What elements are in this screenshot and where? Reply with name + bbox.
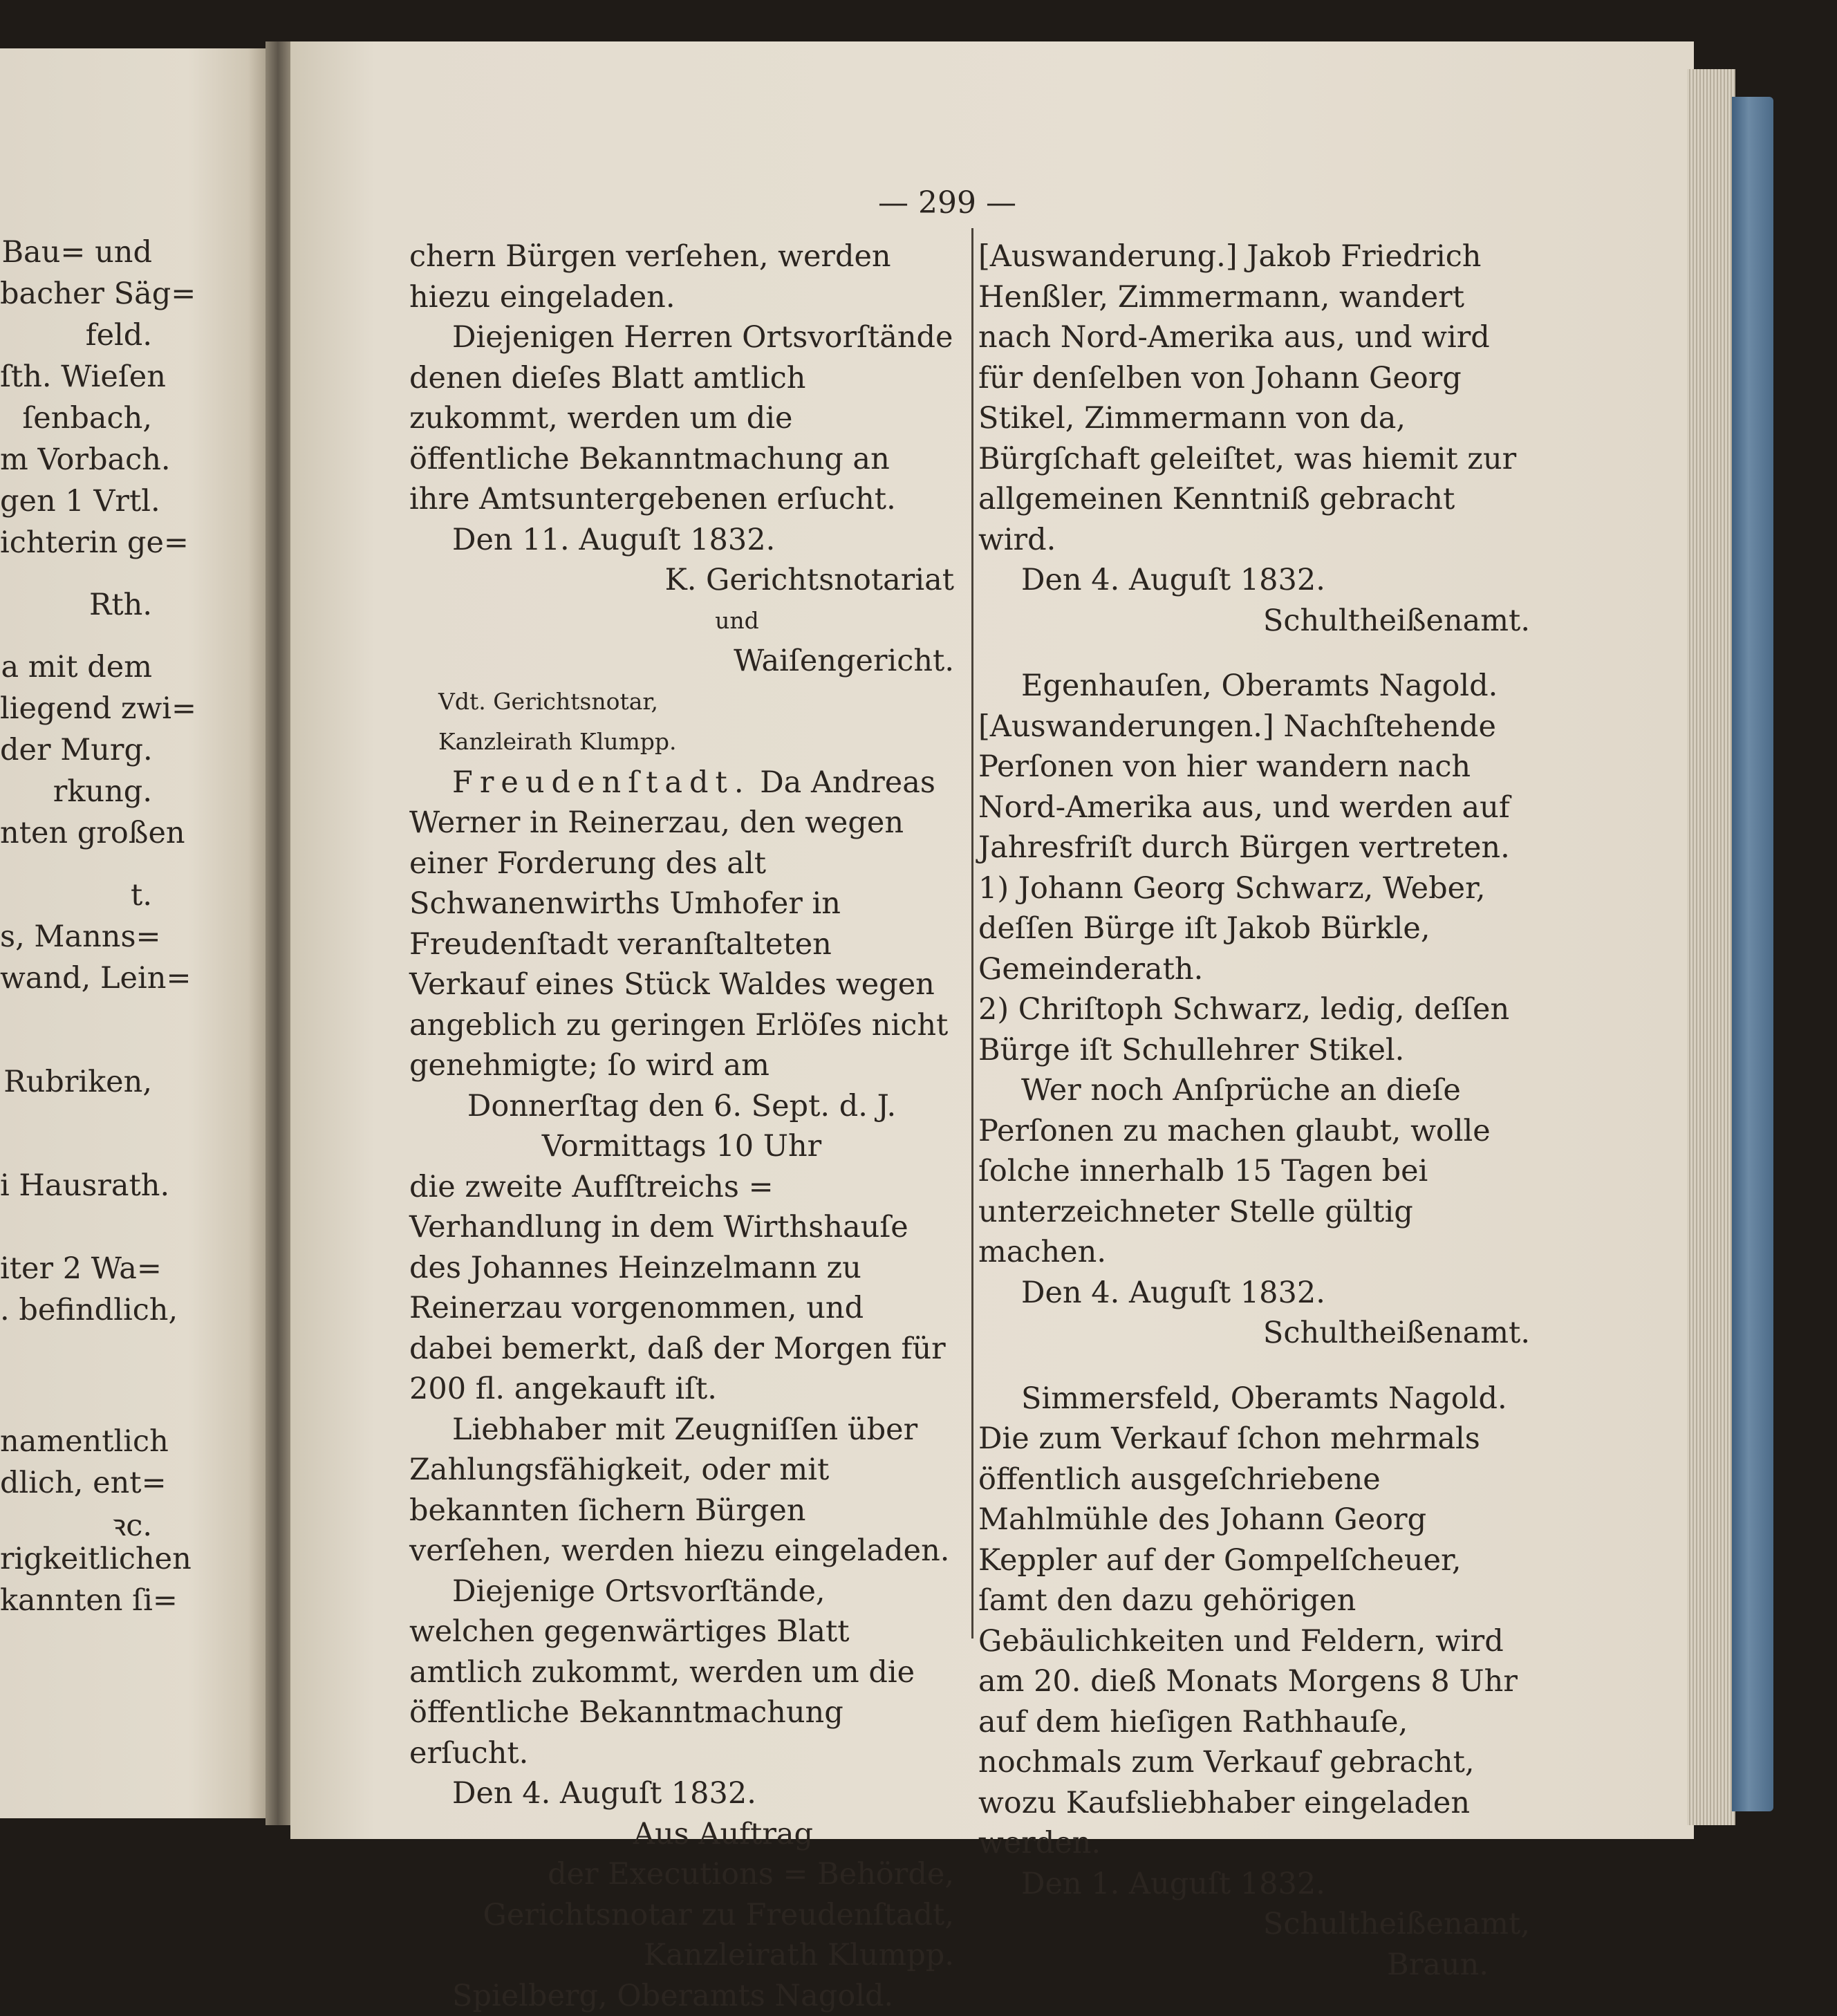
- date-line: Den 4. Auguſt 1832.: [978, 560, 1530, 601]
- left-line: Bau= und: [0, 235, 152, 270]
- left-line: wand, Lein=: [0, 961, 152, 996]
- left-line: i Hausrath.: [0, 1168, 152, 1203]
- left-line: dlich, ent=: [0, 1466, 152, 1500]
- list-item: 2) Chriſtoph Schwarz, ledig, deſſen Bürge iſt Schullehrer Stikel.: [978, 989, 1530, 1070]
- left-line: a mit dem: [0, 650, 152, 684]
- left-line: ichterin ge=: [0, 525, 152, 560]
- date-line: Donnerſtag den 6. Sept. d. J.: [409, 1086, 954, 1127]
- left-line: bacher Säg=: [0, 277, 152, 311]
- left-line: gen 1 Vrtl.: [0, 484, 152, 519]
- left-line: iter 2 Wa=: [0, 1251, 152, 1286]
- left-line: ſenbach,: [0, 401, 152, 436]
- left-line: s, Manns=: [0, 920, 152, 954]
- signature-line: und: [409, 601, 954, 642]
- left-line: . befindlich,: [0, 1293, 152, 1327]
- left-line: ſth. Wieſen: [0, 360, 152, 394]
- signature-line: Waiſengericht.: [409, 641, 954, 682]
- paragraph: Wer noch Anſprüche an dieſe Perſonen zu machen glaubt, wolle ſolche innerhalb 15 Tagen bei unterzeichneter Stelle gültig machen.: [978, 1070, 1530, 1273]
- page-number: — 299 —: [878, 185, 1016, 221]
- paragraph: Die zum Verkauf ſchon mehrmals öffentlich ausgeſchriebene Mahlmühle des Johann Georg Keppler auf der Gompelſcheuer, ſamt den dazu gehörigen Gebäulichkeiten und Feldern, wird am 20. dieß Monats Morgens 8 Uhr auf dem hieſigen Rathhauſe, nochmals zum Verkauf gebracht, wozu Kaufsliebhaber eingeladen werden.: [978, 1419, 1530, 1864]
- signature-line: K. Gerichtsnotariat: [409, 560, 954, 601]
- left-line: rkung.: [0, 774, 152, 809]
- left-line: nten großen: [0, 816, 152, 850]
- book-gutter: [265, 41, 293, 1825]
- left-line: der Murg.: [0, 733, 152, 767]
- signature-line: Gerichtsnotar zu Freudenſtadt,: [409, 1895, 954, 1936]
- left-line: Rubriken,: [0, 1065, 152, 1099]
- right-column: [978, 236, 1530, 1985]
- page-edges: [1687, 69, 1735, 1825]
- left-line: m Vorbach.: [0, 442, 152, 477]
- paragraph-text: Da Andreas Werner in Reinerzau, den wegen einer Forderung des alt Schwanenwirths Umhofer in Freudenſtadt veranſtalteten Verkauf eines Stück Waldes wegen angeblich zu geringen Erlöſes nicht genehmigte; ſo wird am: [409, 765, 948, 1083]
- signature-line: der Executions = Behörde,: [409, 1854, 954, 1895]
- section-heading: Spielberg, Oberamts Nagold.: [409, 1976, 954, 2016]
- vidit-line: Vdt. Gerichtsnotar,: [409, 682, 954, 722]
- left-line: kannten ſi=: [0, 1583, 152, 1618]
- notice-paragraph: [409, 763, 954, 1086]
- list-item: 1) Johann Georg Schwarz, Weber, deſſen Bürge iſt Jakob Bürkle, Gemeinderath.: [978, 868, 1530, 990]
- section-heading: Simmersfeld, Oberamts Nagold.: [978, 1379, 1530, 1419]
- signature-line: Schultheißenamt.: [978, 1313, 1530, 1354]
- vidit-line: Kanzleirath Klumpp.: [409, 722, 954, 763]
- column-rule: [971, 228, 973, 1639]
- place-heading: Freudenſtadt.: [452, 765, 751, 800]
- book-cover: [1732, 97, 1773, 1811]
- left-column: [409, 236, 954, 2016]
- left-line: feld.: [0, 318, 152, 353]
- left-line: t.: [0, 878, 152, 913]
- date-line: Den 1. Auguſt 1832.: [978, 1864, 1530, 1905]
- time-line: Vormittags 10 Uhr: [409, 1126, 954, 1167]
- paragraph: Diejenigen Herren Ortsvorſtände denen dieſes Blatt amtlich zukommt, werden um die öffentliche Bekanntmachung an ihre Amtsuntergebenen erſucht.: [409, 317, 954, 520]
- paragraph: Diejenige Ortsvorſtände, welchen gegenwärtiges Blatt amtlich zukommt, werden um die öffentliche Bekanntmachung erſucht.: [409, 1571, 954, 1774]
- section-heading: Egenhauſen, Oberamts Nagold.: [978, 666, 1530, 707]
- left-line: namentlich: [0, 1424, 152, 1459]
- signature-line: Schultheißenamt.: [978, 601, 1530, 642]
- paragraph: [Auswanderungen.] Nachſtehende Perſonen von hier wandern nach Nord-Amerika aus, und werden auf Jahresfriſt durch Bürgen vertreten.: [978, 707, 1530, 868]
- signature-line: Schultheißenamt,: [978, 1904, 1530, 1945]
- spacer: [978, 641, 1530, 666]
- left-line: liegend zwi=: [0, 691, 152, 726]
- signature-line: Kanzleirath Klumpp.: [409, 1935, 954, 1976]
- left-page: [0, 48, 270, 1818]
- paragraph: die zweite Aufſtreichs = Verhandlung in dem Wirthshauſe des Johannes Heinzelmann zu Reinerzau vorgenommen, und dabei bemerkt, daß der Morgen für 200 fl. angekauft iſt.: [409, 1167, 954, 1410]
- signature-line: Braun.: [978, 1945, 1530, 1986]
- paragraph: chern Bürgen verſehen, werden hiezu eingeladen.: [409, 236, 954, 317]
- paragraph: [Auswanderung.] Jakob Friedrich Henßler, Zimmermann, wandert nach Nord-Amerika aus, und wird für denſelben von Johann Georg Stikel, Zimmermann von da, Bürgſchaft geleiſtet, was hiemit zur allgemeinen Kenntniß gebracht wird.: [978, 236, 1530, 560]
- spacer: [978, 1354, 1530, 1379]
- signature-line: Aus Auftrag: [409, 1814, 954, 1855]
- left-line: rigkeitlichen: [0, 1542, 152, 1576]
- left-line: Rth.: [0, 588, 152, 622]
- left-line: ꝛc.: [0, 1504, 152, 1544]
- date-line: Den 4. Auguſt 1832.: [978, 1273, 1530, 1314]
- paragraph: Liebhaber mit Zeugniſſen über Zahlungsfähigkeit, oder mit bekannten ſichern Bürgen verſehen, werden hiezu eingeladen.: [409, 1410, 954, 1571]
- date-line: Den 11. Auguſt 1832.: [409, 520, 954, 561]
- date-line: Den 4. Auguſt 1832.: [409, 1773, 954, 1814]
